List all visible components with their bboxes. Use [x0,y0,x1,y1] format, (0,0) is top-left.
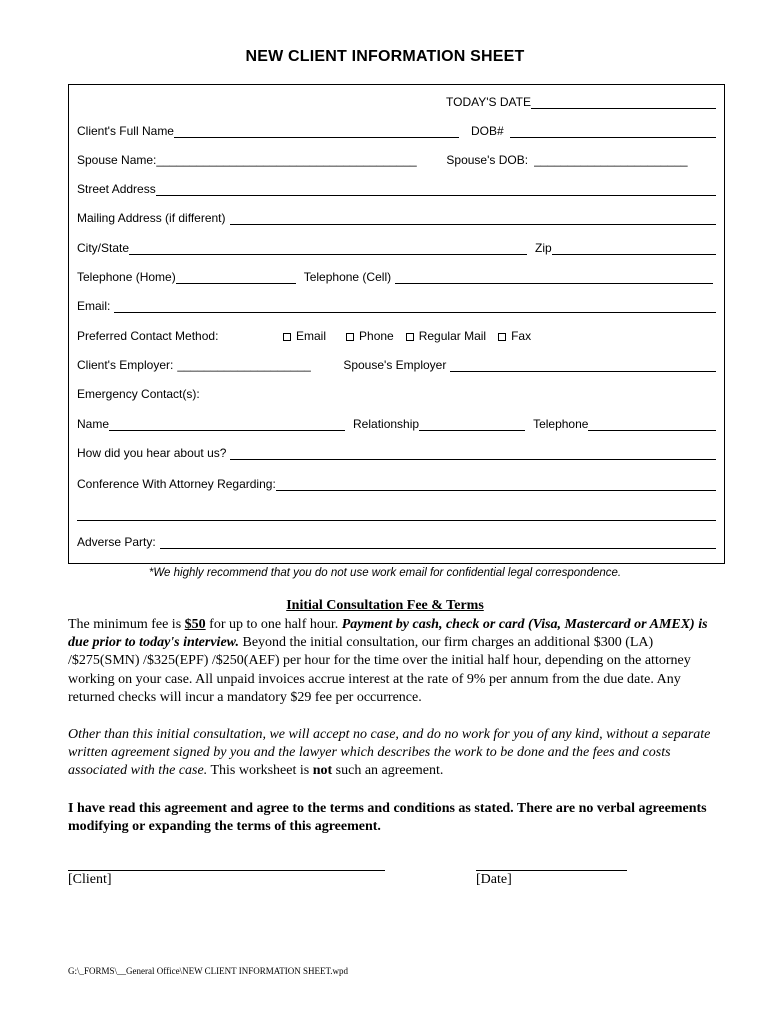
adverse-label: Adverse Party: [77,535,156,549]
todays-date-row [77,93,716,109]
agreement-paragraph: Other than this initial consultation, we will accept no case, and do no work for you of any kind, without a separate written agreement signed by you and the lawyer which describes the work to be done and the fees and costs associated with the case. This worksheet is not such an agreement. [68,727,711,779]
conference-row [77,475,716,491]
client-name-label: Client's Full Name [77,124,174,138]
dob-field[interactable] [510,125,716,138]
spouse-row [77,151,716,167]
client-employer-field[interactable]: ____________________ [177,358,311,372]
adverse-row [77,533,716,549]
date-signature-label: [Date] [476,872,512,887]
hear-about-label: How did you hear about us? [77,446,227,460]
street-field[interactable] [156,183,716,196]
client-name-row [77,122,716,138]
fee-paragraph: The minimum fee is $50 for up to one half hour. Payment by cash, check or card (Visa, Mastercard or AMEX) is due prior to today's interview. Beyond the initial consultation, our firm charges an additional $300 (LA) /$275(SMN) /$325(EPF) /$250(AEF) per hour for the time over the initial half hour, depending on the attorney working on your case. All unpaid invoices accrue interest at the rate of 9% per annum from the due date. Any returned checks will incur a mandatory $29 fee per occurrence. [68,617,708,705]
tel-cell-label: Telephone (Cell) [303,270,392,284]
mailing-label: Mailing Address (if different) [77,211,226,225]
contact-option-fax[interactable]: Fax [498,329,531,343]
spouse-employer-field[interactable] [450,359,716,372]
tel-home-label: Telephone (Home) [77,270,176,284]
contact-method-row [77,327,716,343]
client-signature-line[interactable] [68,869,385,871]
spouse-employer-label: Spouse's Employer [343,358,447,372]
file-path-footer: G:\_FORMS\__General Office\NEW CLIENT INFORMATION SHEET.wpd [68,966,349,976]
mailing-field[interactable] [230,212,716,225]
date-signature-line[interactable] [476,869,627,871]
conference-field-line-2[interactable] [77,508,716,521]
contact-option-email[interactable]: Email [283,329,326,343]
emergency-label: Emergency Contact(s): [77,387,200,401]
emergency-name-label: Name [77,417,110,431]
tel-home-field[interactable] [176,271,296,284]
hear-about-field[interactable] [230,447,716,460]
checkbox-icon[interactable] [346,333,354,341]
email-row [77,297,716,313]
telephone-row [77,268,716,284]
terms-heading: Initial Consultation Fee & Terms [286,598,484,613]
relationship-field[interactable] [419,418,525,431]
client-signature-label: [Client] [68,872,112,887]
spouse-name-field[interactable]: _______________________________________ [156,153,417,167]
client-info-form [68,84,725,564]
email-note: *We highly recommend that you do not use work email for confidential legal correspondence. [148,567,622,579]
spouse-name-label: Spouse Name: [77,153,157,167]
city-state-row [77,239,716,255]
street-row [77,180,716,196]
emergency-telephone-field[interactable] [588,418,716,431]
checkbox-icon[interactable] [498,333,506,341]
zip-label: Zip [535,241,552,255]
conference-label: Conference With Attorney Regarding: [77,477,276,491]
emergency-contact-row [77,415,716,431]
checkbox-icon[interactable] [283,333,291,341]
email-field[interactable] [114,300,716,313]
spouse-dob-field[interactable]: _______________________ [534,153,688,167]
conference-field[interactable] [276,478,716,491]
contact-method-label: Preferred Contact Method: [77,329,219,343]
relationship-label: Relationship [353,417,420,431]
contact-option-phone[interactable]: Phone [346,329,394,343]
acknowledgement-paragraph: I have read this agreement and agree to the terms and conditions as stated. There are no verbal agreements modifying or expanding the terms of this agreement. [68,801,707,835]
dob-label: DOB# [470,124,504,138]
page-title: NEW CLIENT INFORMATION SHEET [245,48,525,65]
employer-row [77,356,716,372]
emergency-telephone-label: Telephone [533,417,589,431]
email-label: Email: [77,299,111,313]
client-employer-label: Client's Employer: [77,358,174,372]
mailing-row [77,209,716,225]
street-label: Street Address [77,182,156,196]
city-state-field[interactable] [129,242,527,255]
zip-field[interactable] [552,242,716,255]
conference-continued-row [77,505,716,521]
spouse-dob-label: Spouse's DOB: [446,153,529,167]
checkbox-icon[interactable] [406,333,414,341]
minimum-fee: $50 [184,617,206,632]
todays-date-label: TODAY'S DATE [446,95,531,109]
contact-option-mail[interactable]: Regular Mail [406,329,486,343]
adverse-field[interactable] [160,536,716,549]
city-state-label: City/State [77,241,130,255]
hear-about-row [77,444,716,460]
payment-terms: Payment by cash, check or card (Visa, Mastercard or AMEX) is due prior to today's interview. [68,617,708,651]
emergency-name-field[interactable] [109,418,345,431]
client-name-field[interactable] [174,125,459,138]
todays-date-field[interactable] [531,96,716,109]
emergency-row [77,385,716,401]
tel-cell-field[interactable] [395,271,713,284]
